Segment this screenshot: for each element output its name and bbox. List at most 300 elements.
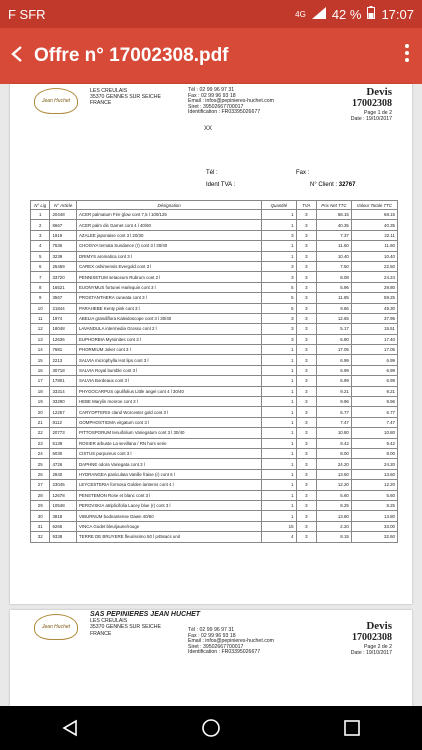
ident-line: Identification : FR03395026677: [188, 109, 261, 116]
table-cell: 9.96: [317, 397, 352, 407]
tel-line: Tél : 02 99 96 97 31: [188, 627, 235, 633]
table-cell: 13: [31, 334, 50, 344]
ident-line: Identification : FR03395026677: [188, 649, 261, 656]
table-cell: 9.96: [351, 397, 397, 407]
table-cell: VIBURNUM bodnantense Dawn 40/60: [76, 511, 261, 521]
table-cell: 3: [296, 521, 317, 531]
table-cell: 3: [262, 324, 296, 334]
android-nav-bar: [0, 706, 422, 750]
table-cell: 19: [31, 397, 50, 407]
table-cell: 2213: [50, 355, 77, 365]
table-row: [31, 345, 398, 355]
table-cell: 32: [31, 532, 50, 542]
table-cell: 12267: [50, 407, 77, 417]
page-header: [10, 610, 412, 674]
table-cell: 1: [262, 480, 296, 490]
company-addr2: 35370 GENNES SUR SEICHE: [90, 94, 161, 101]
table-cell: 5: [262, 293, 296, 303]
siret-line: Siret : 39502667700017: [188, 103, 244, 110]
table-cell: 6: [31, 261, 50, 271]
table-cell: 6266: [50, 521, 77, 531]
table-cell: 3: [296, 448, 317, 458]
table-cell: LAVANDULA intermedia Grosso cont 2 l: [76, 324, 261, 334]
table-row: [31, 438, 398, 448]
table-cell: 3: [262, 230, 296, 240]
table-cell: 15: [262, 521, 296, 531]
table-cell: 68.15: [351, 210, 397, 220]
table-cell: 6.99: [317, 355, 352, 365]
table-cell: 9.42: [317, 438, 352, 448]
table-cell: 24.20: [351, 459, 397, 469]
logo-text: Jean Huchet: [41, 98, 71, 104]
table-cell: CISTUS purpureus cont 3 l: [76, 448, 261, 458]
date-line: Date : 19/10/2017: [350, 116, 392, 122]
table-cell: 3: [296, 376, 317, 386]
table-cell: 23: [31, 438, 50, 448]
table-cell: 24.20: [317, 459, 352, 469]
table-cell: 20448: [50, 210, 77, 220]
table-cell: 9.42: [351, 438, 397, 448]
table-cell: 9.21: [351, 386, 397, 396]
table-cell: 8.00: [351, 448, 397, 458]
table-cell: 68.15: [317, 210, 352, 220]
table-cell: 6.99: [351, 376, 397, 386]
table-cell: 3239: [50, 251, 77, 261]
table-cell: 11.85: [317, 293, 352, 303]
table-row: [31, 324, 398, 334]
table-cell: 3: [296, 417, 317, 427]
table-cell: 7.47: [351, 417, 397, 427]
table-cell: 3: [296, 210, 317, 220]
table-cell: ACER palmatum Fire glow cont 7,5 l 100/125: [76, 210, 261, 220]
app-bar: [0, 28, 422, 84]
table-cell: 40.35: [351, 220, 397, 230]
signal-icon: [312, 7, 326, 22]
table-cell: 7: [31, 272, 50, 282]
table-cell: 8.15: [317, 532, 352, 542]
table-cell: 1: [262, 355, 296, 365]
pdf-viewer[interactable]: [0, 84, 422, 706]
table-cell: EUONYMUS fortunei Harlequin cont 3 l: [76, 282, 261, 292]
table-cell: 3: [296, 532, 317, 542]
table-cell: 10.40: [351, 251, 397, 261]
table-cell: 17.40: [351, 334, 397, 344]
table-cell: 22.11: [351, 230, 397, 240]
table-cell: 37.95: [351, 313, 397, 323]
table-cell: 8112: [50, 417, 77, 427]
table-cell: 3: [296, 272, 317, 282]
table-cell: 8667: [50, 220, 77, 230]
table-cell: 6.77: [351, 407, 397, 417]
table-cell: 6030: [50, 448, 77, 458]
company-name: SAS PEPINIERES JEAN HUCHET: [90, 611, 201, 618]
table-cell: 1: [31, 210, 50, 220]
table-cell: 18048: [50, 324, 77, 334]
column-header: N° Article: [50, 201, 77, 210]
table-cell: 3: [296, 251, 317, 261]
table-cell: 3: [296, 334, 317, 344]
column-header: Quantité: [262, 201, 296, 210]
table-row: [31, 397, 398, 407]
table-cell: 1: [262, 365, 296, 375]
table-cell: 7681: [50, 345, 77, 355]
table-row: [31, 313, 398, 323]
table-row: [31, 511, 398, 521]
table-cell: SALVIA Royal bumble cont 3 l: [76, 365, 261, 375]
table-cell: 15: [31, 355, 50, 365]
table-cell: SALVIA Bordeaux cont 3 l: [76, 376, 261, 386]
table-cell: LEYCESTERIA formosa Golden lanterns cont 4 l: [76, 480, 261, 490]
table-cell: 5.80: [317, 334, 352, 344]
table-cell: 2.20: [317, 521, 352, 531]
table-cell: 1: [262, 459, 296, 469]
table-cell: 10.80: [317, 428, 352, 438]
table-cell: 18: [31, 386, 50, 396]
back-icon[interactable]: [0, 43, 34, 69]
table-cell: 6.99: [351, 365, 397, 375]
table-cell: 33290: [50, 397, 77, 407]
status-bar: [0, 0, 422, 28]
table-row: [31, 386, 398, 396]
table-cell: 9: [31, 293, 50, 303]
table-cell: 10.40: [317, 251, 352, 261]
table-cell: 20: [31, 407, 50, 417]
table-cell: 32.60: [351, 532, 397, 542]
table-cell: 21: [31, 417, 50, 427]
table-cell: 3: [296, 480, 317, 490]
company-logo: [34, 88, 78, 114]
table-cell: 3: [262, 313, 296, 323]
logo-text: Jean Huchet: [41, 624, 71, 630]
table-cell: 20773: [50, 428, 77, 438]
table-cell: 33.00: [351, 521, 397, 531]
table-cell: 1919: [50, 230, 77, 240]
table-cell: 3: [262, 334, 296, 344]
devis-label: Devis: [366, 620, 392, 632]
table-cell: 3: [296, 230, 317, 240]
contact-block: [188, 628, 274, 656]
recipient-name: XX: [204, 126, 213, 132]
table-cell: 12678: [50, 490, 77, 500]
table-cell: 13.80: [351, 511, 397, 521]
table-cell: 8.25: [317, 500, 352, 510]
table-cell: 1: [262, 210, 296, 220]
table-cell: 3: [296, 459, 317, 469]
table-row: [31, 220, 398, 230]
table-cell: 1: [262, 386, 296, 396]
date-line: Date : 19/10/2017: [350, 650, 392, 656]
table-cell: 31: [31, 521, 50, 531]
column-header: N° Lig: [31, 201, 50, 210]
table-row: [31, 293, 398, 303]
table-cell: 1: [262, 428, 296, 438]
table-cell: 1: [262, 511, 296, 521]
tel-line: Tél : 02 99 96 97 31: [188, 87, 235, 93]
table-cell: 9.21: [317, 386, 352, 396]
table-row: [31, 469, 398, 479]
table-cell: 1: [262, 490, 296, 500]
table-row: [31, 500, 398, 510]
table-cell: 2: [31, 220, 50, 230]
table-cell: 5: [31, 251, 50, 261]
table-cell: 1974: [50, 313, 77, 323]
table-cell: 5: [262, 282, 296, 292]
column-header: Valeur Totale TTC: [351, 201, 397, 210]
table-cell: 3: [296, 355, 317, 365]
table-cell: 5.96: [317, 282, 352, 292]
column-header: Prix Net TTC: [317, 201, 352, 210]
table-cell: CARYOPTERIS cland Worcester gold cont 3 l: [76, 407, 261, 417]
table-cell: 10: [31, 303, 50, 313]
recents-nav-icon[interactable]: [332, 708, 372, 748]
devis-number: 17002308: [352, 632, 392, 643]
table-cell: 7.47: [317, 417, 352, 427]
table-cell: 17.05: [351, 345, 397, 355]
table-cell: 1: [262, 397, 296, 407]
table-row: [31, 282, 398, 292]
table-cell: 8.25: [351, 500, 397, 510]
table-cell: 11.60: [351, 241, 397, 251]
table-cell: 3: [296, 469, 317, 479]
clock-label: 17:07: [381, 6, 414, 22]
siret-line: Siret : 39502667700017: [188, 643, 244, 650]
table-row: [31, 532, 398, 542]
table-cell: 13.60: [317, 469, 352, 479]
table-row: [31, 490, 398, 500]
pdf-page-1: [10, 84, 412, 604]
table-cell: 1: [262, 241, 296, 251]
table-cell: 5.60: [351, 490, 397, 500]
client-tel-label: Tél :: [206, 170, 218, 176]
table-row: [31, 376, 398, 386]
table-cell: 5.17: [317, 324, 352, 334]
table-cell: 5: [262, 303, 296, 313]
table-cell: 17.05: [317, 345, 352, 355]
table-cell: TERRE DE BRUYERE fleurissimo 50 l p45sacs unit: [76, 532, 261, 542]
table-cell: 29.80: [351, 282, 397, 292]
table-cell: 7536: [50, 241, 77, 251]
table-cell: AZALEE japonaise cont 3 l 20/30: [76, 230, 261, 240]
table-cell: 6.99: [317, 376, 352, 386]
table-cell: 1: [262, 220, 296, 230]
table-row: [31, 272, 398, 282]
table-cell: 1: [262, 376, 296, 386]
table-cell: 13.60: [351, 469, 397, 479]
table-cell: 6.99: [351, 355, 397, 365]
table-cell: ROSIER arbuste La sevillana / RN hors serie: [76, 438, 261, 448]
table-cell: 28: [31, 490, 50, 500]
table-cell: 3: [296, 313, 317, 323]
table-cell: 3: [296, 345, 317, 355]
table-cell: 22.50: [351, 261, 397, 271]
table-cell: 12.65: [317, 313, 352, 323]
table-cell: 8: [31, 282, 50, 292]
table-cell: HEBE Marylin monroe cont 3 l: [76, 397, 261, 407]
table-cell: 16: [31, 365, 50, 375]
fax-line: Fax : 02 99 96 93 18: [188, 92, 236, 99]
table-row: [31, 303, 398, 313]
table-cell: 3: [296, 386, 317, 396]
table-cell: HYDRANGEA paniculata Vanille fraise (r) cont 6 l: [76, 469, 261, 479]
table-cell: 3: [296, 220, 317, 230]
table-cell: ACER palm dis Garnet cont 4 l 40/60: [76, 220, 261, 230]
table-cell: 3: [296, 428, 317, 438]
carrier-label: F SFR: [8, 6, 46, 22]
email-line: Email : infos@pepinieres-huchet.com: [188, 638, 274, 645]
table-cell: 11.60: [317, 241, 352, 251]
table-cell: 12.20: [351, 480, 397, 490]
column-header: TVA: [296, 201, 317, 210]
table-cell: 5139: [50, 438, 77, 448]
table-cell: 3: [296, 490, 317, 500]
table-cell: 3: [262, 272, 296, 282]
table-cell: 4: [262, 532, 296, 542]
table-cell: 1: [262, 448, 296, 458]
signal-label: 4G: [295, 9, 306, 19]
table-cell: ABELIA grandiflora Kaleidoscope cont 3 l 30/40: [76, 313, 261, 323]
table-cell: PITTOSPORUM tenuifolium Variegatum cont 3 l 30/40: [76, 428, 261, 438]
table-row: [31, 210, 398, 220]
table-row: [31, 407, 398, 417]
company-block: [90, 612, 200, 637]
table-row: [31, 459, 398, 469]
table-cell: 12.20: [317, 480, 352, 490]
company-logo: [34, 614, 78, 640]
table-cell: PHORMIUM Joker cont 3 l: [76, 345, 261, 355]
table-cell: 17801: [50, 376, 77, 386]
table-cell: CHOISYA ternata Sundance (r) cont 3 l 30/40: [76, 241, 261, 251]
table-row: [31, 251, 398, 261]
table-cell: 3: [296, 407, 317, 417]
table-cell: 6.99: [317, 365, 352, 375]
table-cell: 2840: [50, 469, 77, 479]
table-cell: 3: [296, 511, 317, 521]
page-label: Page 1 de 2: [364, 110, 392, 116]
table-cell: 1: [262, 407, 296, 417]
table-row: [31, 241, 398, 251]
table-cell: 3: [296, 397, 317, 407]
table-cell: 16521: [50, 282, 77, 292]
table-cell: 22: [31, 428, 50, 438]
table-cell: 23045: [50, 480, 77, 490]
table-cell: 59.25: [351, 293, 397, 303]
table-cell: DAPHNE odora Variegata cont 3 l: [76, 459, 261, 469]
table-cell: 14: [31, 345, 50, 355]
table-cell: GOMPHOSTIGMA virgatum cont 3 l: [76, 417, 261, 427]
company-addr1: LES CREULAIS: [90, 88, 128, 94]
table-cell: PENNISETUM setaceum Rubrum cont 2 l: [76, 272, 261, 282]
table-cell: 8.00: [317, 448, 352, 458]
table-header-row: [31, 201, 398, 210]
devis-block: [351, 86, 392, 122]
table-cell: 3: [296, 324, 317, 334]
table-cell: 1: [262, 251, 296, 261]
table-cell: 12636: [50, 334, 77, 344]
table-cell: DRIMYS aromatica cont 3 l: [76, 251, 261, 261]
table-cell: PEROVSKIA atriplicifolia Lacey blue (r) cont 3 l: [76, 500, 261, 510]
battery-icon: [367, 6, 375, 22]
company-addr1: LES CREULAIS: [90, 618, 128, 625]
page-header: [10, 84, 412, 148]
page-label: Page 2 de 2: [364, 644, 392, 650]
table-row: [31, 334, 398, 344]
table-cell: PHYGOCARPUS opulifolius Little angel cont 4 l 30/40: [76, 386, 261, 396]
more-options-icon[interactable]: [392, 43, 422, 69]
table-cell: 3: [296, 282, 317, 292]
home-nav-icon[interactable]: [191, 708, 231, 748]
table-cell: SALVIA microphylla Hot lips cont 3 l: [76, 355, 261, 365]
table-cell: VINCA Godet bleu/jaune/rouge: [76, 521, 261, 531]
battery-label: 42 %: [331, 6, 362, 22]
table-cell: 30718: [50, 365, 77, 375]
back-nav-icon[interactable]: [50, 708, 90, 748]
company-addr2: 35370 GENNES SUR SEICHE: [90, 624, 161, 631]
devis-number: 17002308: [352, 98, 392, 109]
table-cell: 3: [296, 365, 317, 375]
table-cell: 33720: [50, 272, 77, 282]
table-cell: 15.51: [351, 324, 397, 334]
table-row: [31, 365, 398, 375]
table-cell: 17: [31, 376, 50, 386]
table-cell: 11: [31, 313, 50, 323]
table-cell: 6.77: [317, 407, 352, 417]
table-row: [31, 428, 398, 438]
devis-label: Devis: [366, 86, 392, 98]
client-fax-label: Fax :: [296, 170, 310, 176]
table-cell: PROSTANTHERA cuneata cont 3 l: [76, 293, 261, 303]
table-row: [31, 417, 398, 427]
table-cell: PENSTEMON Rose et blanc cont 3 l: [76, 490, 261, 500]
items-table: [30, 200, 398, 543]
document-title: Offre n° 17002308.pdf: [34, 45, 229, 66]
table-cell: PARAHEBE Kenty pink cont 3 l: [76, 303, 261, 313]
table-cell: 49.30: [351, 303, 397, 313]
table-cell: 26: [31, 469, 50, 479]
table-cell: 8.08: [317, 272, 352, 282]
table-cell: 24: [31, 448, 50, 458]
table-cell: 3567: [50, 293, 77, 303]
table-cell: 1: [262, 438, 296, 448]
table-cell: 10548: [50, 500, 77, 510]
table-cell: 7.37: [317, 230, 352, 240]
table-cell: 21844: [50, 303, 77, 313]
table-cell: 3: [296, 241, 317, 251]
table-cell: 1: [262, 345, 296, 355]
client-number-label: N° Client :: [310, 182, 338, 188]
column-header: Désignation: [76, 201, 261, 210]
table-cell: 3: [296, 293, 317, 303]
table-cell: 25: [31, 459, 50, 469]
table-cell: 4: [31, 241, 50, 251]
table-cell: 3: [296, 261, 317, 271]
table-cell: 12: [31, 324, 50, 334]
client-tva-label: Ident TVA :: [206, 182, 236, 188]
table-row: [31, 448, 398, 458]
table-cell: 3: [262, 261, 296, 271]
table-row: [31, 230, 398, 240]
table-cell: 24.24: [351, 272, 397, 282]
table-cell: 27: [31, 480, 50, 490]
table-cell: 1: [262, 500, 296, 510]
table-cell: 30: [31, 511, 50, 521]
table-cell: 3: [31, 230, 50, 240]
email-line: Email : infos@pepinieres-huchet.com: [188, 98, 274, 105]
table-cell: CAREX oshimensis Evergold cont 3 l: [76, 261, 261, 271]
table-cell: 13.80: [317, 511, 352, 521]
table-row: [31, 480, 398, 490]
table-cell: 1: [262, 469, 296, 479]
table-cell: 4726: [50, 459, 77, 469]
